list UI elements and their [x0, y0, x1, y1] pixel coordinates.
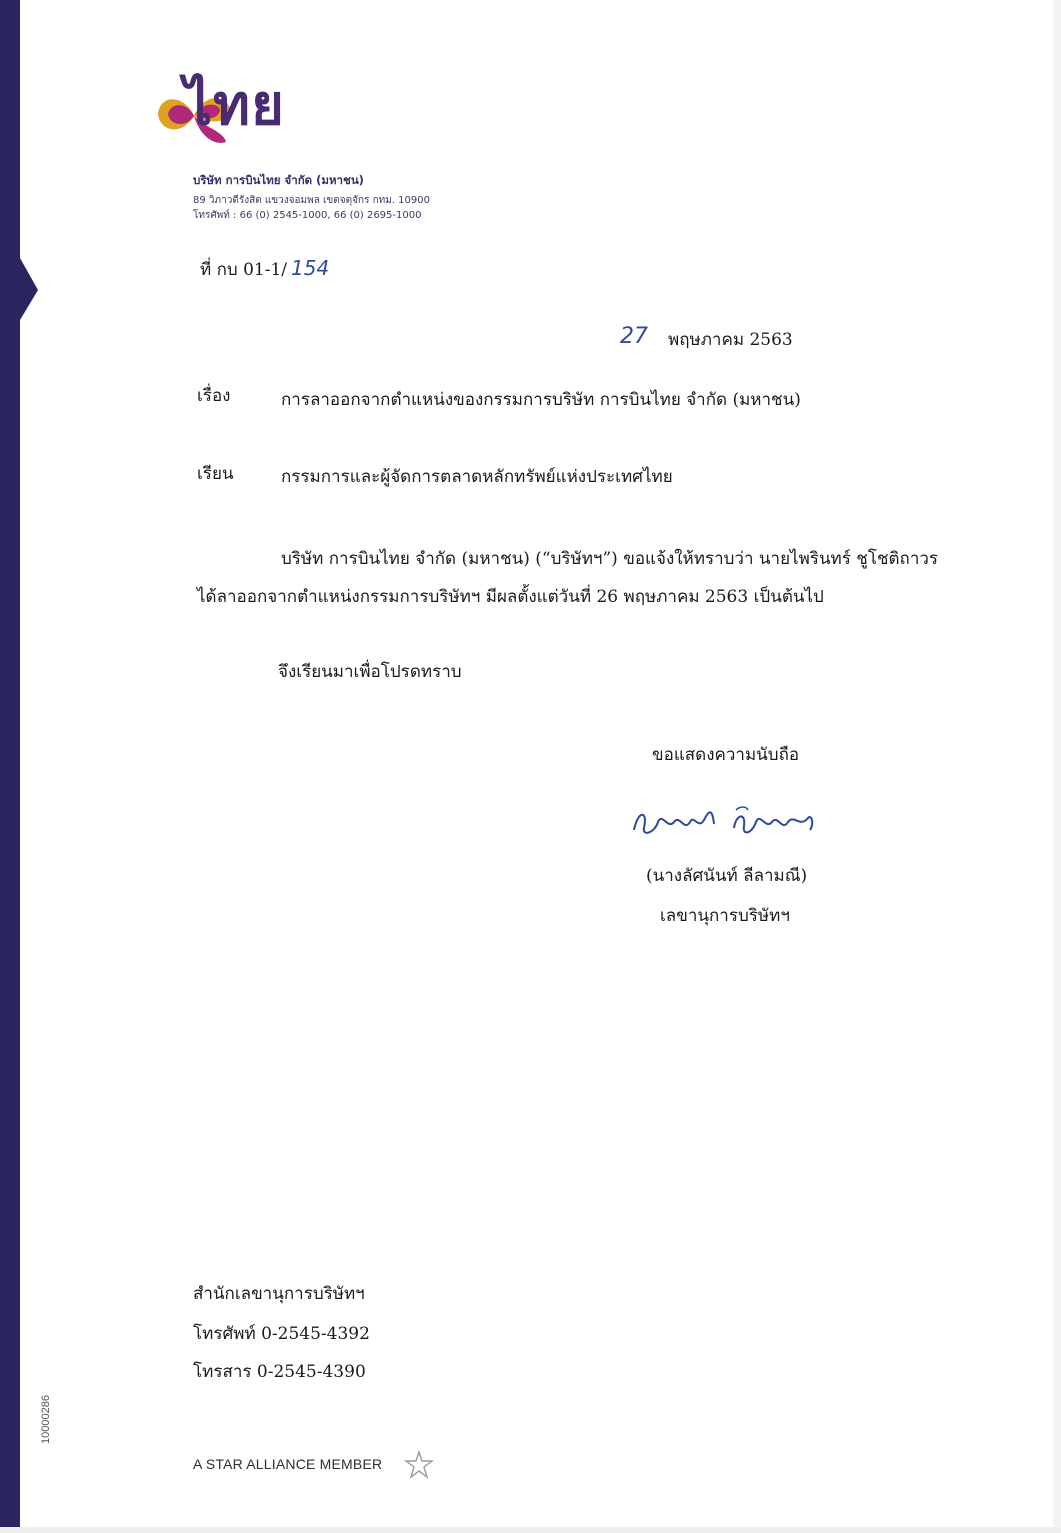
subject-label: เรื่อง: [197, 386, 231, 406]
addressee-label: เรียน: [197, 464, 234, 484]
contact-telephone: โทรศัพท์ 0-2545-4392: [193, 1324, 370, 1344]
date-day: 27: [620, 324, 648, 349]
reference-prefix: ที่ กบ 01-1/: [200, 260, 288, 280]
date-month-year: พฤษภาคม 2563: [668, 330, 793, 350]
reference-number: 154: [291, 256, 330, 280]
right-page-edge: [1053, 0, 1061, 1533]
document-serial-number: 10000286: [40, 1395, 52, 1444]
contact-office: สำนักเลขานุการบริษัทฯ: [193, 1284, 365, 1304]
left-border-notch: [0, 0, 40, 1533]
closing-sentence: จึงเรียนมาเพื่อโปรดทราบ: [278, 662, 462, 682]
reference-line: [200, 256, 329, 283]
signer-name: (นางลัศนันท์ ลีลามณี): [646, 866, 808, 886]
star-alliance-label: A STAR ALLIANCE MEMBER: [193, 1456, 383, 1472]
company-name: บริษัท การบินไทย จำกัด (มหาชน): [193, 173, 364, 187]
logo-wordmark: ไทย: [184, 73, 285, 138]
signer-title: เลขานุการบริษัทฯ: [660, 906, 790, 926]
handwritten-signature: [628, 800, 818, 844]
addressee-text: กรรมการและผู้จัดการตลาดหลักทรัพย์แห่งประเทศไทย: [281, 467, 673, 487]
contact-fax: โทรสาร 0-2545-4390: [193, 1362, 366, 1382]
body-paragraph-line-2: ได้ลาออกจากตำแหน่งกรรมการบริษัทฯ มีผลตั้งแต่วันที่ 26 พฤษภาคม 2563 เป็นต้นไป: [197, 587, 824, 607]
company-phone: โทรศัพท์ : 66 (0) 2545-1000, 66 (0) 2695-1000: [193, 210, 422, 221]
star-alliance-icon: [402, 1450, 436, 1480]
regards-line: ขอแสดงความนับถือ: [652, 745, 800, 765]
body-paragraph-line-1: บริษัท การบินไทย จำกัด (มหาชน) (“บริษัทฯ”) ขอแจ้งให้ทราบว่า นายไพรินทร์ ชูโชติถาวร: [281, 549, 939, 569]
subject-text: การลาออกจากตำแหน่งของกรรมการบริษัท การบินไทย จำกัด (มหาชน): [281, 390, 801, 410]
company-address: 89 วิภาวดีรังสิต แขวงจอมพล เขตจตุจักร กทม. 10900: [193, 195, 430, 206]
bottom-page-edge: [0, 1527, 1061, 1533]
